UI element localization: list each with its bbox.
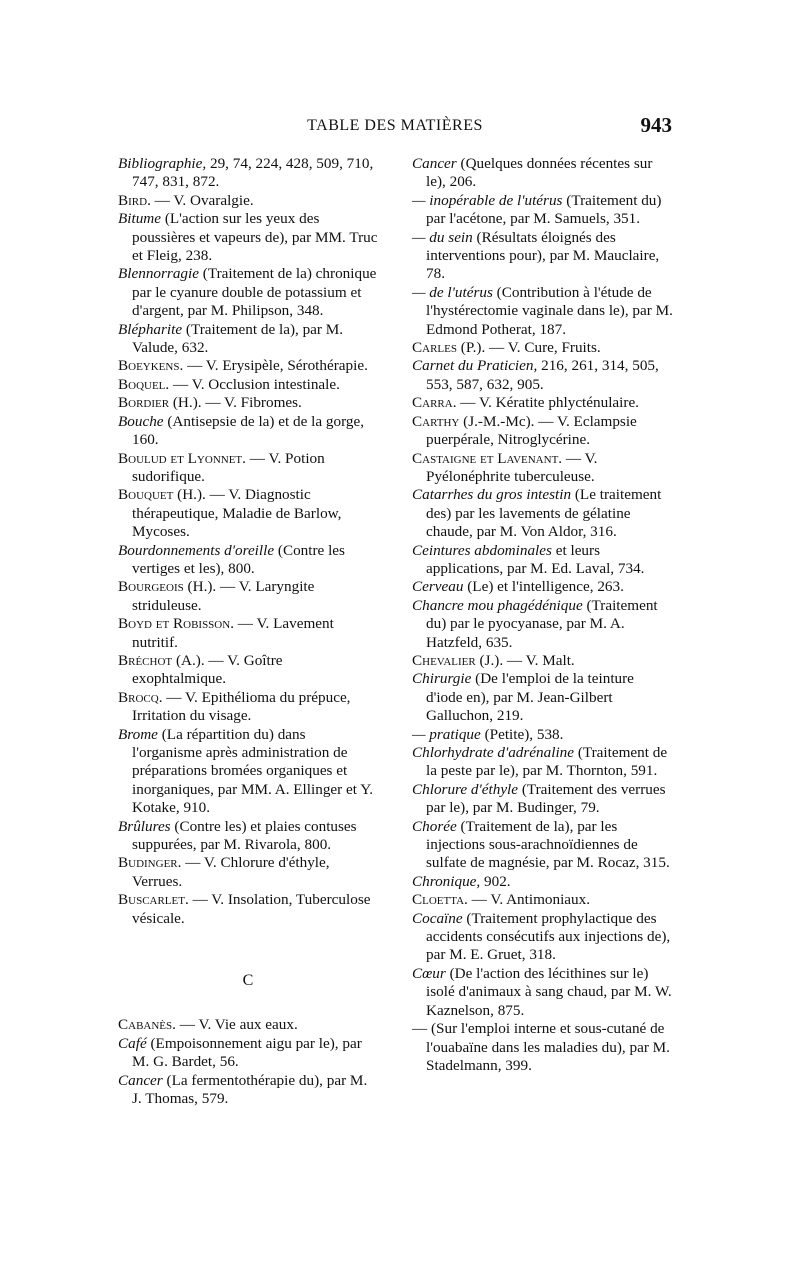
entry-heading: Cerveau [412,578,464,596]
entry-text: — V. Antimoniaux. [467,891,591,909]
entry-heading: Bouquet [118,486,174,504]
index-entry [118,542,378,579]
entry-text: — V. Pyélonéphrite tuberculeuse. [426,449,598,485]
index-entry [412,818,674,873]
index-entry [412,781,674,818]
entry-text: (Antisepsie de la) et de la gorge, 160. [132,412,365,449]
entry-text: 902. [480,872,511,890]
entry-heading: Bouche [118,412,164,430]
index-entry [118,210,378,265]
entry-text: (Contre les) et plaies contuses suppurées, par M. Rivarola, 800. [132,817,357,854]
index-entry [118,1072,378,1109]
index-entry [118,726,378,818]
entry-text: (La répartition du) dans l'organisme après administration de préparations bromées organiques et inorganiques, par MM. A. Ellinger et Y. Kotake, 910. [132,725,374,817]
entry-heading: Brome [118,725,158,743]
entry-heading: — de l'utérus [412,283,493,301]
entry-heading: Carnet du Praticien, [412,357,538,375]
index-entry [412,339,674,357]
index-entry [118,689,378,726]
index-entry [118,321,378,358]
index-entry [118,818,378,855]
entry-heading: Chirurgie [412,670,472,688]
entry-heading: Bibliographie, [118,155,207,172]
index-entry [412,229,674,284]
entry-text: — V. Insolation, Tuberculose vésicale. [132,891,371,927]
left-column [118,155,378,1109]
entry-text: (Résultats éloignés des interventions pour), par M. Mauclaire, 78. [426,228,660,283]
entry-heading: Bitume [118,210,162,228]
index-entry [412,910,674,965]
entry-text: — V. Vie aux eaux. [175,1016,298,1034]
page-header [118,113,672,143]
entry-heading: Boeykens. [118,357,184,375]
entry-text: (Sur l'emploi interne et sous-cutané de l'ouabaïne dans les maladies du), par M. Stadelmann, 399. [426,1020,670,1074]
right-column [412,155,674,1075]
entry-heading: — inopérable de l'utérus [412,191,563,209]
index-entry [412,965,674,1020]
entry-heading: Brocq. [118,688,163,706]
index-entry [118,1016,378,1034]
entry-text: (Traitement prophylactique des accidents consécutifs aux injections de), par M. E. Gruet, 318. [426,909,671,964]
running-title: TABLE DES MATIÈRES [307,117,483,134]
entry-text: (H.). — V. Laryngite striduleuse. [132,578,315,614]
entry-heading: Cocaïne [412,909,463,927]
section-letter: C [242,972,254,990]
index-entry [118,450,378,487]
entry-heading: Carles [412,339,457,357]
index-entry [412,284,674,339]
entry-text: (Contre les vertiges et les), 800. [132,541,345,577]
index-entry [412,891,674,909]
entry-text: 29, 74, 224, 428, 509, 710, 747, 831, 872. [132,155,374,191]
entry-heading: — [412,1020,428,1038]
entry-text: (Petite), 538. [480,725,564,743]
entry-heading: Buscarlet. [118,891,189,909]
index-entry [118,376,378,394]
entry-text: — V. Erysipèle, Sérothérapie. [183,357,368,375]
entry-heading: Chronique, [412,872,481,890]
index-entry [118,413,378,450]
entry-heading: Brûlures [118,817,171,835]
index-entry [412,670,674,725]
entry-text: (Traitement du) par l'acétone, par M. Samuels, 351. [426,191,662,228]
entry-heading: Café [118,1034,147,1052]
entry-text: (Traitement de la), par les injections sous-arachnoïdiennes de sulfate de magnésie, par M. Rocaz, 315. [426,817,670,872]
entry-text: — V. Occlusion intestinale. [169,375,340,393]
entry-heading: Castaigne et Lavenant. [412,449,563,467]
entry-text: (L'action sur les yeux des poussières et vapeurs de), par MM. Truc et Fleig, 238. [132,210,378,265]
index-entry [412,542,674,579]
index-entry [118,357,378,375]
entry-text: (A.). — V. Goître exophtalmique. [132,651,283,688]
index-entry [412,413,674,450]
entry-heading: Carthy [412,412,460,430]
entry-text: et leurs applications, par M. Ed. Laval, 734. [426,541,645,577]
index-entry [118,486,378,541]
entry-text: (Le traitement des) par les lavements de gélatine chaude, par M. Von Aldor, 316. [426,486,662,541]
index-entry [412,394,674,412]
entry-text: (Empoisonnement aigu par le), par M. G. Bardet, 56. [132,1034,362,1071]
entry-heading: Budinger. [118,854,182,872]
index-entry [118,265,378,320]
entry-text: (Traitement du) par le pyocyanase, par M. A. Hatzfeld, 635. [426,596,658,651]
entry-heading: Bréchot [118,651,173,669]
entry-heading: Chlorhydrate d'adrénaline [412,744,575,761]
entry-text: (H.). — V. Diagnostic thérapeutique, Maladie de Barlow, Mycoses. [132,486,342,541]
entry-text: (Contribution à l'étude de l'hystérectomie vaginale dans le), par M. Edmond Potherat, 187. [426,283,673,338]
index-entry [412,744,674,781]
entry-heading: — pratique [412,725,481,743]
entry-text: — V. Kératite phlycténulaire. [456,394,639,412]
entry-heading: Cloetta. [412,891,468,909]
entry-text: (La fermentothérapie du), par M. J. Thomas, 579. [132,1071,368,1108]
entry-text: (De l'action des lécithines sur le) isolé d'animaux à sang chaud, par M. W. Kaznelson, 875. [426,964,672,1019]
entry-text: (Traitement des verrues par le), par M. Budinger, 79. [426,780,666,817]
entry-heading: Carra. [412,394,457,412]
index-entry [118,394,378,412]
index-entry [118,652,378,689]
entry-text: — V. Lavement nutritif. [132,615,334,651]
index-entry [118,1035,378,1072]
index-entries-c [412,155,674,1075]
entry-heading: Cancer [412,155,457,172]
index-entry [118,578,378,615]
index-entry [412,450,674,487]
index-entry [412,652,674,670]
entry-text: — V. Ovaralgie. [150,191,254,209]
index-entry [412,1020,674,1075]
entry-text: — V. Chlorure d'éthyle, Verrues. [132,854,330,890]
entry-heading: Chlorure d'éthyle [412,780,519,798]
index-entry [118,891,378,928]
index-entry [118,854,378,891]
index-entry [412,597,674,652]
entry-text: (J.). — V. Malt. [475,651,575,669]
entry-heading: Cancer [118,1071,163,1089]
index-entries-c-start [118,1016,378,1108]
entry-text: (H.). — V. Fibromes. [169,394,302,412]
entry-heading: Chancre mou phagédénique [412,596,583,614]
page-number: 943 [640,113,672,137]
entry-text: 216, 261, 314, 505, 553, 587, 632, 905. [426,357,659,393]
entry-text: (Traitement de la peste par le), par M. Thornton, 591. [426,744,668,780]
entry-text: (P.). — V. Cure, Fruits. [456,339,601,357]
entry-text: (Traitement de la), par M. Valude, 632. [132,320,344,357]
index-entry [118,615,378,652]
entry-heading: Bourdonnements d'oreille [118,541,275,559]
index-entry [412,357,674,394]
entry-heading: Blépharite [118,320,183,338]
index-entry [412,192,674,229]
entry-text: (Quelques données récentes sur le), 206. [426,155,653,191]
entry-text: — V. Potion sudorifique. [132,449,325,485]
entry-heading: Cœur [412,964,446,982]
index-entry [118,155,378,192]
entry-heading: Bird. [118,191,151,209]
entry-heading: Ceintures abdominales [412,541,552,559]
index-entry [412,155,674,192]
index-entry [412,486,674,541]
entry-heading: Chevalier [412,651,476,669]
entry-heading: Boquel. [118,375,170,393]
entry-text: (De l'emploi de la teinture d'iode en), par M. Jean-Gilbert Galluchon, 219. [426,670,634,725]
entry-heading: — du sein [412,228,473,246]
entry-heading: Bourgeois [118,578,184,596]
entry-heading: Boyd et Robisson. [118,615,234,633]
entry-text: — V. Epithélioma du prépuce, Irritation du visage. [132,688,351,725]
entry-heading: Catarrhes du gros intestin [412,486,572,504]
entry-heading: Cabanès. [118,1016,176,1034]
entry-heading: Blennorragie [118,265,199,283]
entry-text: (Le) et l'intelligence, 263. [463,578,624,596]
entry-heading: Chorée [412,817,457,835]
index-entry [412,726,674,744]
index-entries-b [118,155,378,928]
entry-heading: Bordier [118,394,170,412]
entry-text: (Traitement de la) chronique par le cyanure double de potassium et d'argent, par M. Philipson, 348. [132,265,377,320]
entry-text: (J.-M.-Mc). — V. Eclampsie puerpérale, Nitroglycérine. [426,412,637,449]
index-entry [118,192,378,210]
entry-heading: Boulud et Lyonnet. [118,449,246,467]
index-entry [412,578,674,596]
index-entry [412,873,674,891]
